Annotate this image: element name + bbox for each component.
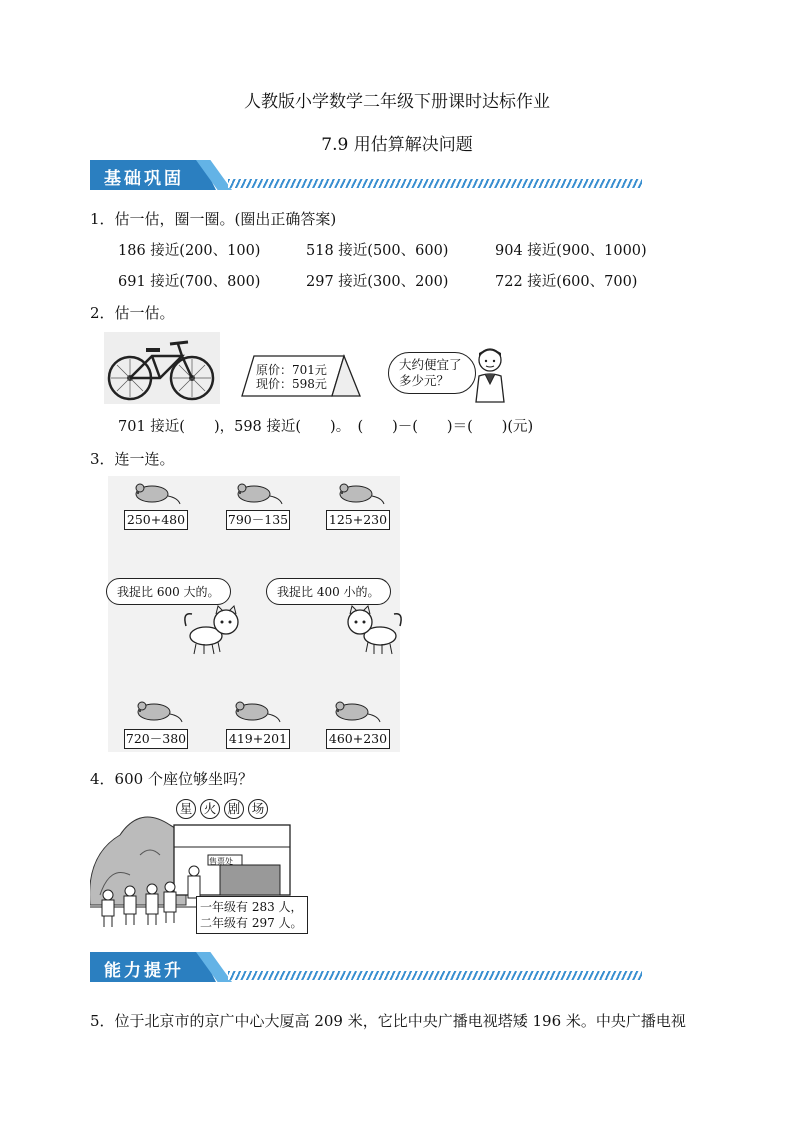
q2-answer-line: 701 接近( )，598 接近( )。 ( )－( )＝( )(元) xyxy=(118,419,534,435)
mouse-icon xyxy=(232,480,284,506)
current-price: 现价：598元 xyxy=(256,377,327,391)
grade-2-count: 二年级有 297 人。 xyxy=(200,916,303,930)
theater-sign-char: 场 xyxy=(248,799,268,819)
mouse-icon xyxy=(330,698,382,724)
theater-sign xyxy=(176,799,268,819)
cat-icon xyxy=(182,604,244,656)
mouse-icon xyxy=(132,698,184,724)
theater-sign-char: 星 xyxy=(176,799,196,819)
q1-item: 722 接近(600、700) xyxy=(495,274,638,290)
page-title: 人教版小学数学二年级下册课时达标作业 xyxy=(244,92,550,112)
page-subtitle: 7.9 用估算解决问题 xyxy=(321,135,473,155)
q1-item: 186 接近(200、100) xyxy=(118,243,261,259)
expression-box: 250+480 xyxy=(124,510,188,530)
q1-item: 691 接近(700、800) xyxy=(118,274,261,290)
question-3-prompt: 3．连一连。 xyxy=(90,450,175,468)
ticket-office-sign: 售票处 xyxy=(209,857,233,866)
mouse-icon xyxy=(334,480,386,506)
theater-sign-char: 火 xyxy=(200,799,220,819)
mouse-icon xyxy=(230,698,282,724)
expression-box: 720－380 xyxy=(124,729,188,749)
section-title-basic: 基础巩固 xyxy=(104,169,184,189)
original-price: 原价：701元 xyxy=(256,363,327,377)
expression-box: 125+230 xyxy=(326,510,390,530)
q1-item: 904 接近(900、1000) xyxy=(495,243,647,259)
price-tag-text xyxy=(256,363,327,391)
question-2-prompt: 2．估一估。 xyxy=(90,304,175,322)
mouse-icon xyxy=(130,480,182,506)
boy-speech-bubble: 大约便宜了多少元？ xyxy=(388,352,476,394)
theater-sign-char: 剧 xyxy=(224,799,244,819)
question-4-prompt: 4．600 个座位够坐吗？ xyxy=(90,770,253,788)
question-1-prompt: 1．估一估，圈一圈。(圈出正确答案) xyxy=(90,210,337,228)
cat-speech-bubble-right: 我捉比 400 小的。 xyxy=(266,578,391,605)
question-5-prompt: 5．位于北京市的京广中心大厦高 209 米，它比中央广播电视塔矮 196 米。中央广播电视 xyxy=(90,1012,686,1030)
section-banner-basic xyxy=(90,160,642,194)
grade-1-count: 一年级有 283 人， xyxy=(200,900,303,914)
cat-icon xyxy=(342,604,404,656)
expression-box: 790－135 xyxy=(226,510,290,530)
section-title-advanced: 能力提升 xyxy=(104,961,184,981)
q1-item: 297 接近(300、200) xyxy=(306,274,449,290)
boy-icon xyxy=(470,344,510,404)
q1-item: 518 接近(500、600) xyxy=(306,243,449,259)
cat-speech-bubble-left: 我捉比 600 大的。 xyxy=(106,578,231,605)
bicycle-icon xyxy=(104,332,220,404)
expression-box: 460+230 xyxy=(326,729,390,749)
section-banner-advanced xyxy=(90,952,642,986)
student-count-note xyxy=(196,896,308,934)
expression-box: 419+201 xyxy=(226,729,290,749)
